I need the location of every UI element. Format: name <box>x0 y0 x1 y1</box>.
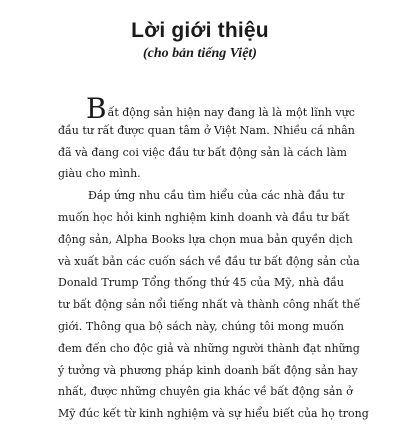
paragraph-2-line-11: Mỹ đúc kết từ kinh nghiệm và sự hiểu biết của họ trong <box>58 407 369 421</box>
page-subtitle: (cho bản tiếng Việt) <box>143 46 257 61</box>
paragraph-2-line-6: tư bất động sản nổi tiếng nhất và thành công nhất thế <box>58 298 361 312</box>
paragraph-1-line-4: giàu cho mình. <box>58 167 141 181</box>
paragraph-2-line-5: Donald Trump Tổng thống thứ 45 của Mỹ, nhà đầu <box>58 276 344 290</box>
page-title: Lời giới thiệu <box>131 19 269 42</box>
paragraph-2-line-3: động sản, Alpha Books lựa chọn mua bản quyền dịch <box>58 232 353 246</box>
body-text <box>58 92 369 425</box>
paragraph-2-line-1: Đáp ứng nhu cầu tìm hiểu của các nhà đầu tư <box>88 189 344 203</box>
paragraph-2-line-7: giới. Thông qua bộ sách này, chúng tôi mong muốn <box>58 319 344 333</box>
paragraph-2-line-4: và xuất bản các cuốn sách về đầu tư bất động sản của <box>58 254 360 268</box>
drop-cap: B <box>86 92 107 125</box>
paragraph-2-line-8: đem đến cho độc giả và những người thành đạt những <box>58 341 360 355</box>
paragraph-1-line-1 <box>58 92 355 125</box>
paragraph-1-line-2: đầu tư rất được quan tâm ở Việt Nam. Nhiều cá nhân <box>58 123 355 137</box>
paragraph-2-line-10: nhất, được những chuyên gia khác về bất động sản ở <box>58 385 353 399</box>
paragraph-2-line-9: ý tưởng và phương pháp kinh doanh bất động sản hay <box>58 363 358 377</box>
paragraph-1-first-line-text: ất động sản hiện nay đang là là một lĩnh vực <box>107 106 355 119</box>
paragraph-2-line-2: muốn học hỏi kinh nghiệm kinh doanh và đầu tư bất <box>58 210 350 224</box>
paragraph-1-line-3: đã và đang coi việc đầu tư bất động sản là cách làm <box>58 145 347 159</box>
